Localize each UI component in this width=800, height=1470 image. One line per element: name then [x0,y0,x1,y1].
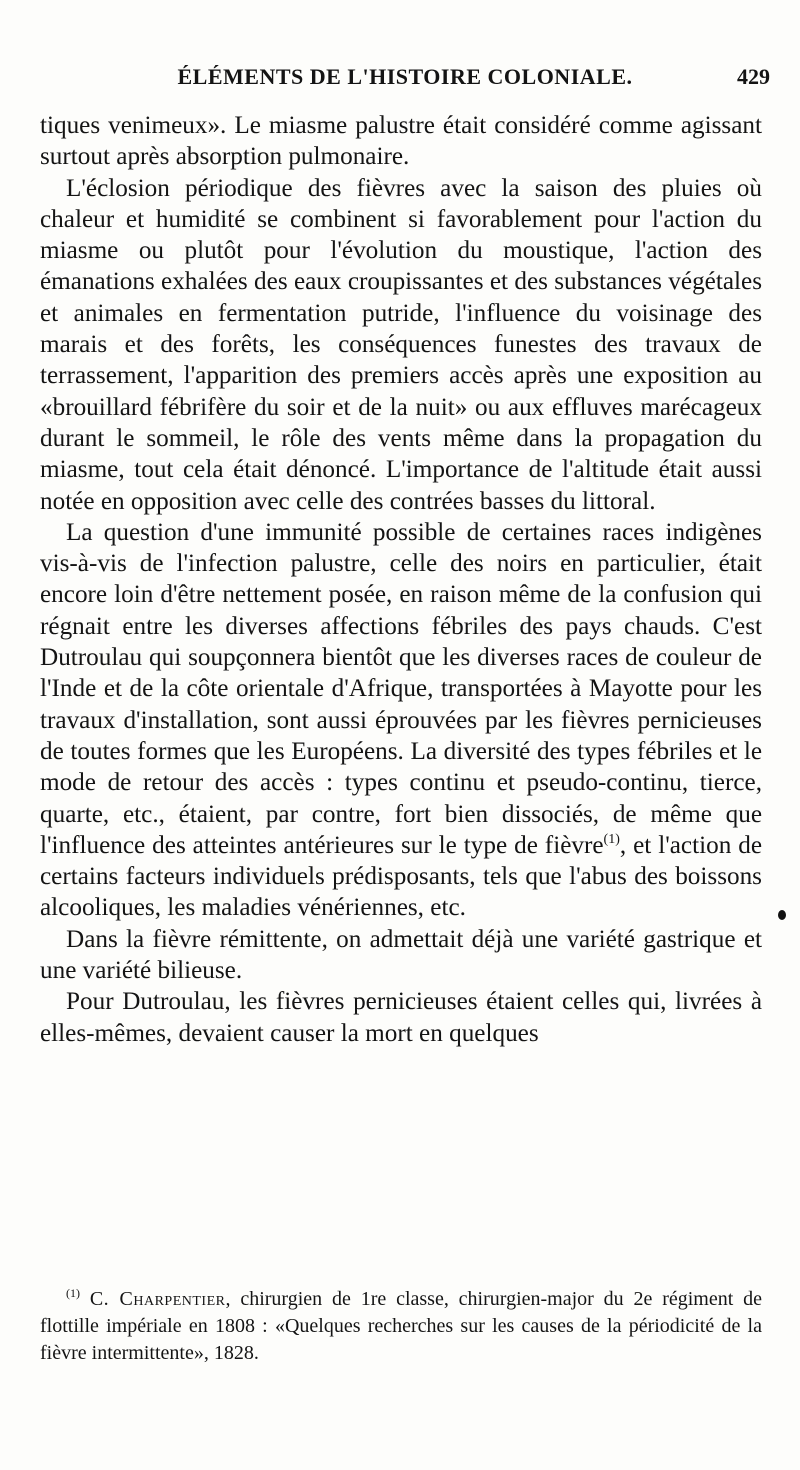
footnote-text: , chirurgien de 1re classe, chirurgien-major du 2e régiment de flottille impériale en 1808 : «Quelques recherches sur les causes de la périodicité de la fièvre intermittente», 1828. [40,1288,763,1364]
paragraph-3-continuation: , et l'action de certains facteurs individuels prédisposants, tels que l'abus des boissons alcooliques, les maladies vénériennes, etc. [40,831,762,922]
margin-ink-dot [778,910,786,920]
paragraph-4: Dans la fièvre rémittente, on admettait déjà une variété gastrique et une variété bilieuse. [40,925,762,985]
paragraph-1: tiques venimeux». Le miasme palustre était considéré comme agissant surtout après absorption pulmonaire. [40,112,762,171]
paragraph-5: Pour Dutroulau, les fièvres pernicieuses étaient celles qui, livrées à elles-mêmes, devaient causer la mort en quelques [40,988,762,1047]
page-number: 429 [737,64,770,89]
page-header [40,62,770,96]
footnotes [40,1286,762,1367]
footnote-reference: (1) [603,831,620,847]
footnote-1 [40,1286,762,1367]
paragraph-2: L'éclosion périodique des fièvres avec la saison des pluies où chaleur et humidité se combinent si favorablement pour l'action du miasme ou plutôt pour l'évolution du moustique, l'action des émanations exhalées des eaux croupissantes et des substances végétales et animales en fermentation putride, l'influence du voisinage des marais et des forêts, les conséquences funestes des travaux de terrassement, l'apparition des premiers accès après une exposition au «brouillard fébrifère du soir et de la nuit» ou aux effluves marécageux durant le sommeil, le rôle des vents même dans la propagation du miasme, tout cela était dénoncé. L'importance de l'altitude était aussi notée en opposition avec celle des contrées basses du littoral. [40,174,762,515]
running-title: ÉLÉMENTS DE L'HISTOIRE COLONIALE. [177,64,633,89]
footnote-mark: (1) [66,1286,80,1300]
paragraph-3-text: La question d'une immunité possible de certaines races indigènes vis-à-vis de l'infection palustre, celle des noirs en particulier, était encore loin d'être nettement posée, en raison même de la confusion qui régnait entre les diverses affections fébriles des pays chauds. C'est Dutroulau qui soupçonnera bientôt que les diverses races de couleur de l'Inde et de la côte orientale d'Afrique, transportées à Mayotte pour les travaux d'installation, sont aussi éprouvées par les fièvres pernicieuses de toutes formes que les Européens. La diversité des types fébriles et le mode de retour des accès : types continu et pseudo-continu, tierce, quarte, etc., étaient, par contre, fort bien dissociés, de même que l'influence des atteintes antérieures sur le type de fièvre [40,518,762,859]
paragraph-3 [40,517,762,924]
body-text [40,110,762,1049]
footnote-author: C. Charpentier [89,1288,226,1310]
